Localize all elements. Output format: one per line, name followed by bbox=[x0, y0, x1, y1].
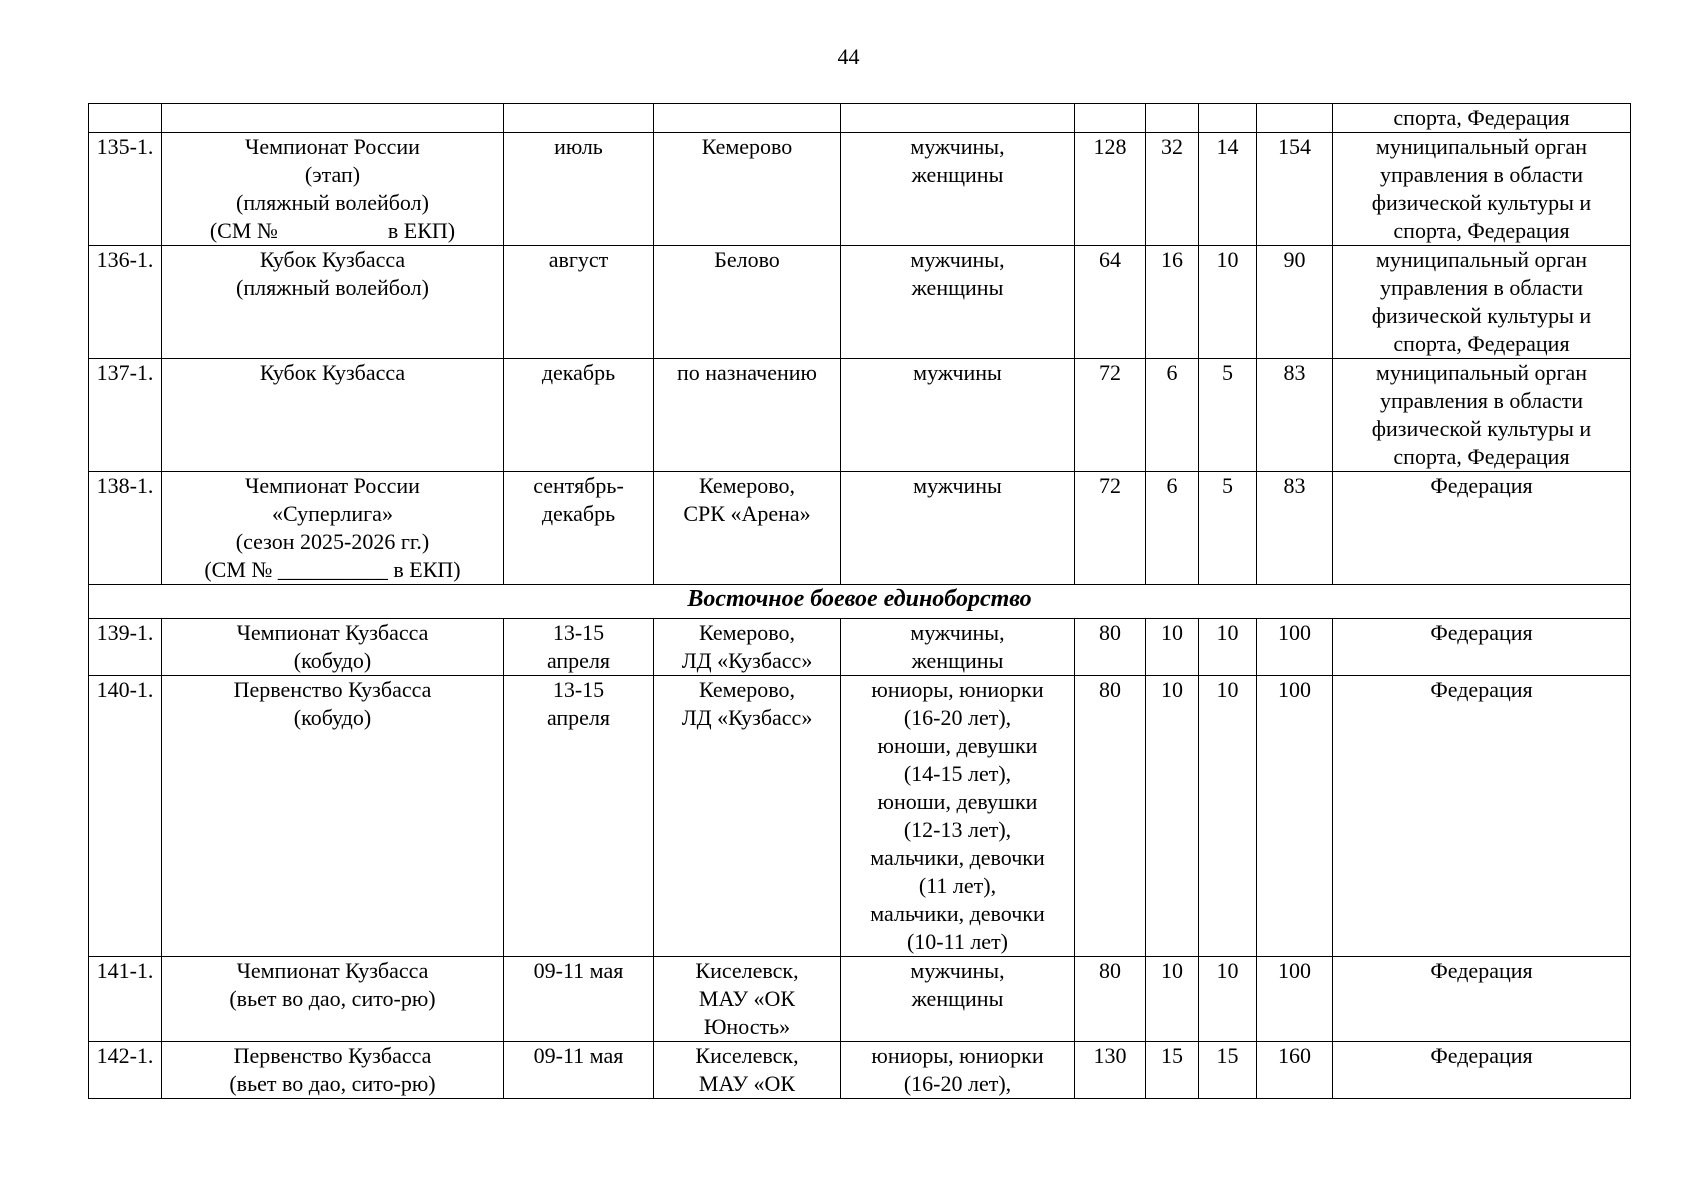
row-number: 138-1. bbox=[89, 472, 162, 585]
event-line: «Суперлига» bbox=[272, 501, 393, 526]
place-line: МАУ «ОК bbox=[698, 986, 796, 1011]
event-line: (этап) bbox=[304, 162, 361, 187]
organizer-cell bbox=[1333, 246, 1631, 359]
event-cell bbox=[162, 133, 504, 246]
organizer-cell bbox=[1333, 676, 1631, 957]
date-cell bbox=[504, 676, 654, 957]
organizer-line: Федерация bbox=[1430, 473, 1533, 498]
participants-cell bbox=[841, 133, 1075, 246]
organizer-line: спорта, Федерация bbox=[1393, 105, 1570, 130]
participants-cell bbox=[841, 359, 1075, 472]
place-cell bbox=[654, 472, 841, 585]
row-number: 141-1. bbox=[89, 957, 162, 1042]
organizer-line: Федерация bbox=[1430, 620, 1533, 645]
date-line: 09-11 мая bbox=[533, 1043, 624, 1068]
organizer-line: управления в области bbox=[1380, 388, 1583, 413]
count-cell-2: 6 bbox=[1146, 472, 1199, 585]
event-cell bbox=[162, 619, 504, 676]
organizer-cell bbox=[1333, 104, 1631, 133]
event-line: (кобудо) bbox=[293, 705, 372, 730]
date-cell bbox=[504, 246, 654, 359]
date-line: декабрь bbox=[541, 501, 616, 526]
place-line: ЛД «Кузбасс» bbox=[681, 705, 813, 730]
participants-cell bbox=[841, 246, 1075, 359]
place-line: по назначению bbox=[677, 360, 817, 385]
organizer-line: Федерация bbox=[1430, 1043, 1533, 1068]
participants-line: женщины bbox=[911, 648, 1004, 673]
event-line: (сезон 2025-2026 гг.) bbox=[235, 529, 430, 554]
participants-line: мужчины, bbox=[910, 247, 1005, 272]
event-line: Чемпионат Кузбасса bbox=[236, 620, 429, 645]
count-1-cell bbox=[1075, 104, 1146, 133]
table-row bbox=[89, 472, 1631, 585]
organizer-line: управления в области bbox=[1380, 275, 1583, 300]
events-table-body bbox=[89, 104, 1631, 1099]
date-line: апреля bbox=[546, 705, 611, 730]
count-cell-2: 10 bbox=[1146, 676, 1199, 957]
place-cell bbox=[654, 619, 841, 676]
participants-line: (10-11 лет) bbox=[906, 929, 1009, 954]
participants-line: женщины bbox=[911, 162, 1004, 187]
count-cell-1: 130 bbox=[1075, 1042, 1146, 1099]
row-number: 137-1. bbox=[89, 359, 162, 472]
count-cell-3: 10 bbox=[1199, 957, 1257, 1042]
place-line: ЛД «Кузбасс» bbox=[681, 648, 813, 673]
date-cell bbox=[504, 1042, 654, 1099]
count-cell-3: 5 bbox=[1199, 359, 1257, 472]
organizer-line: спорта, Федерация bbox=[1393, 218, 1570, 243]
organizer-line: муниципальный орган bbox=[1375, 134, 1588, 159]
count-cell-3: 10 bbox=[1199, 246, 1257, 359]
place-line: Юность» bbox=[703, 1014, 791, 1039]
participants-line: (11 лет), bbox=[918, 873, 997, 898]
date-cell bbox=[504, 619, 654, 676]
event-line: Чемпионат Кузбасса bbox=[236, 958, 429, 983]
place-cell bbox=[654, 104, 841, 133]
date-line: июль bbox=[554, 134, 603, 159]
total-count-cell: 100 bbox=[1257, 676, 1333, 957]
table-row bbox=[89, 619, 1631, 676]
count-cell-2: 6 bbox=[1146, 359, 1199, 472]
place-line: МАУ «ОК bbox=[698, 1071, 796, 1096]
event-line: Кубок Кузбасса bbox=[259, 360, 406, 385]
total-cell bbox=[1257, 104, 1333, 133]
event-cell bbox=[162, 246, 504, 359]
section-header-row bbox=[89, 585, 1631, 619]
date-line: декабрь bbox=[541, 360, 616, 385]
total-count-cell: 154 bbox=[1257, 133, 1333, 246]
event-line: (кобудо) bbox=[293, 648, 372, 673]
date-cell bbox=[504, 957, 654, 1042]
count-cell-3: 15 bbox=[1199, 1042, 1257, 1099]
table-row bbox=[89, 246, 1631, 359]
event-cell bbox=[162, 359, 504, 472]
participants-line: мужчины bbox=[913, 473, 1002, 498]
participants-line: (16-20 лет), bbox=[903, 1071, 1012, 1096]
event-line: Первенство Кузбасса bbox=[233, 1043, 432, 1068]
event-cell bbox=[162, 1042, 504, 1099]
count-cell-1: 72 bbox=[1075, 472, 1146, 585]
event-line: (вьет во дао, сито-рю) bbox=[229, 986, 436, 1011]
count-2-cell bbox=[1146, 104, 1199, 133]
ekp-reference: (СМ № в ЕКП) bbox=[209, 218, 456, 243]
participants-line: женщины bbox=[911, 986, 1004, 1011]
date-cell bbox=[504, 133, 654, 246]
organizer-line: муниципальный орган bbox=[1375, 247, 1588, 272]
total-count-cell: 90 bbox=[1257, 246, 1333, 359]
event-line: (пляжный волейбол) bbox=[236, 275, 429, 300]
count-3-cell bbox=[1199, 104, 1257, 133]
ekp-reference: (СМ № __________ в ЕКП) bbox=[204, 557, 461, 582]
row-number: 139-1. bbox=[89, 619, 162, 676]
total-count-cell: 100 bbox=[1257, 957, 1333, 1042]
participants-line: (14-15 лет), bbox=[903, 761, 1012, 786]
organizer-cell bbox=[1333, 957, 1631, 1042]
event-cell bbox=[162, 676, 504, 957]
participants-cell bbox=[841, 957, 1075, 1042]
table-row bbox=[89, 957, 1631, 1042]
count-cell-1: 72 bbox=[1075, 359, 1146, 472]
organizer-line: Федерация bbox=[1430, 677, 1533, 702]
organizer-line: муниципальный орган bbox=[1375, 360, 1588, 385]
total-count-cell: 83 bbox=[1257, 359, 1333, 472]
participants-cell bbox=[841, 104, 1075, 133]
date-line: сентябрь- bbox=[533, 473, 624, 498]
row-number: 140-1. bbox=[89, 676, 162, 957]
events-table bbox=[88, 103, 1631, 1099]
participants-line: мужчины bbox=[913, 360, 1002, 385]
participants-cell bbox=[841, 676, 1075, 957]
count-cell-1: 80 bbox=[1075, 957, 1146, 1042]
table-row bbox=[89, 1042, 1631, 1099]
place-line: Кемерово, bbox=[698, 473, 796, 498]
place-cell bbox=[654, 1042, 841, 1099]
organizer-cell bbox=[1333, 619, 1631, 676]
place-line: Кемерово, bbox=[698, 620, 796, 645]
participants-line: (12-13 лет), bbox=[903, 817, 1012, 842]
place-line: Белово bbox=[714, 247, 780, 272]
place-line: Киселевск, bbox=[695, 1043, 799, 1068]
organizer-cell bbox=[1333, 472, 1631, 585]
place-cell bbox=[654, 676, 841, 957]
date-line: август bbox=[548, 247, 609, 272]
count-cell-3: 10 bbox=[1199, 619, 1257, 676]
date-cell bbox=[504, 472, 654, 585]
participants-line: мужчины, bbox=[910, 958, 1005, 983]
participants-line: юноши, девушки bbox=[877, 789, 1038, 814]
count-cell-2: 32 bbox=[1146, 133, 1199, 246]
table-row-continued bbox=[89, 104, 1631, 133]
date-line: апреля bbox=[546, 648, 611, 673]
organizer-line: спорта, Федерация bbox=[1393, 444, 1570, 469]
count-cell-2: 15 bbox=[1146, 1042, 1199, 1099]
organizer-cell bbox=[1333, 133, 1631, 246]
participants-line: (16-20 лет), bbox=[903, 705, 1012, 730]
section-title: Восточное боевое единоборство bbox=[89, 585, 1631, 619]
place-cell bbox=[654, 246, 841, 359]
participants-line: мальчики, девочки bbox=[870, 845, 1045, 870]
participants-line: мужчины, bbox=[910, 620, 1005, 645]
total-count-cell: 160 bbox=[1257, 1042, 1333, 1099]
place-cell bbox=[654, 359, 841, 472]
event-cell bbox=[162, 957, 504, 1042]
row-number: 135-1. bbox=[89, 133, 162, 246]
date-line: 09-11 мая bbox=[533, 958, 624, 983]
count-cell-3: 5 bbox=[1199, 472, 1257, 585]
organizer-line: физической культуры и bbox=[1371, 190, 1592, 215]
place-line: Кемерово bbox=[701, 134, 793, 159]
participants-line: юниоры, юниорки bbox=[871, 677, 1044, 702]
event-line: (вьет во дао, сито-рю) bbox=[229, 1071, 436, 1096]
total-count-cell: 83 bbox=[1257, 472, 1333, 585]
event-line: Кубок Кузбасса bbox=[259, 247, 406, 272]
count-cell-1: 64 bbox=[1075, 246, 1146, 359]
date-line: 13-15 bbox=[552, 620, 605, 645]
page-number: 44 bbox=[837, 44, 860, 69]
date-line: 13-15 bbox=[552, 677, 605, 702]
organizer-line: управления в области bbox=[1380, 162, 1583, 187]
event-cell bbox=[162, 104, 504, 133]
organizer-cell bbox=[1333, 359, 1631, 472]
count-cell-1: 80 bbox=[1075, 676, 1146, 957]
organizer-cell bbox=[1333, 1042, 1631, 1099]
table-row bbox=[89, 133, 1631, 246]
place-line: Кемерово, bbox=[698, 677, 796, 702]
event-line: Чемпионат России bbox=[245, 473, 420, 498]
count-cell-1: 80 bbox=[1075, 619, 1146, 676]
row-number: 142-1. bbox=[89, 1042, 162, 1099]
participants-line: мальчики, девочки bbox=[870, 901, 1045, 926]
organizer-line: Федерация bbox=[1430, 958, 1533, 983]
place-line: СРК «Арена» bbox=[683, 501, 811, 526]
participants-line: юниоры, юниорки bbox=[871, 1043, 1044, 1068]
event-line: Чемпионат России bbox=[245, 134, 420, 159]
participants-line: женщины bbox=[911, 275, 1004, 300]
total-count-cell: 100 bbox=[1257, 619, 1333, 676]
count-cell-2: 10 bbox=[1146, 619, 1199, 676]
date-cell bbox=[504, 104, 654, 133]
date-cell bbox=[504, 359, 654, 472]
table-row bbox=[89, 359, 1631, 472]
participants-line: мужчины, bbox=[910, 134, 1005, 159]
num-cell bbox=[89, 104, 162, 133]
participants-line: юноши, девушки bbox=[877, 733, 1038, 758]
event-cell bbox=[162, 472, 504, 585]
event-line: (пляжный волейбол) bbox=[236, 190, 429, 215]
organizer-line: физической культуры и bbox=[1371, 303, 1592, 328]
place-cell bbox=[654, 957, 841, 1042]
organizer-line: физической культуры и bbox=[1371, 416, 1592, 441]
count-cell-1: 128 bbox=[1075, 133, 1146, 246]
event-line: Первенство Кузбасса bbox=[233, 677, 432, 702]
place-line: Киселевск, bbox=[695, 958, 799, 983]
place-cell bbox=[654, 133, 841, 246]
count-cell-3: 10 bbox=[1199, 676, 1257, 957]
participants-cell bbox=[841, 1042, 1075, 1099]
count-cell-2: 16 bbox=[1146, 246, 1199, 359]
table-row bbox=[89, 676, 1631, 957]
participants-cell bbox=[841, 472, 1075, 585]
participants-cell bbox=[841, 619, 1075, 676]
row-number: 136-1. bbox=[89, 246, 162, 359]
count-cell-2: 10 bbox=[1146, 957, 1199, 1042]
organizer-line: спорта, Федерация bbox=[1393, 331, 1570, 356]
count-cell-3: 14 bbox=[1199, 133, 1257, 246]
